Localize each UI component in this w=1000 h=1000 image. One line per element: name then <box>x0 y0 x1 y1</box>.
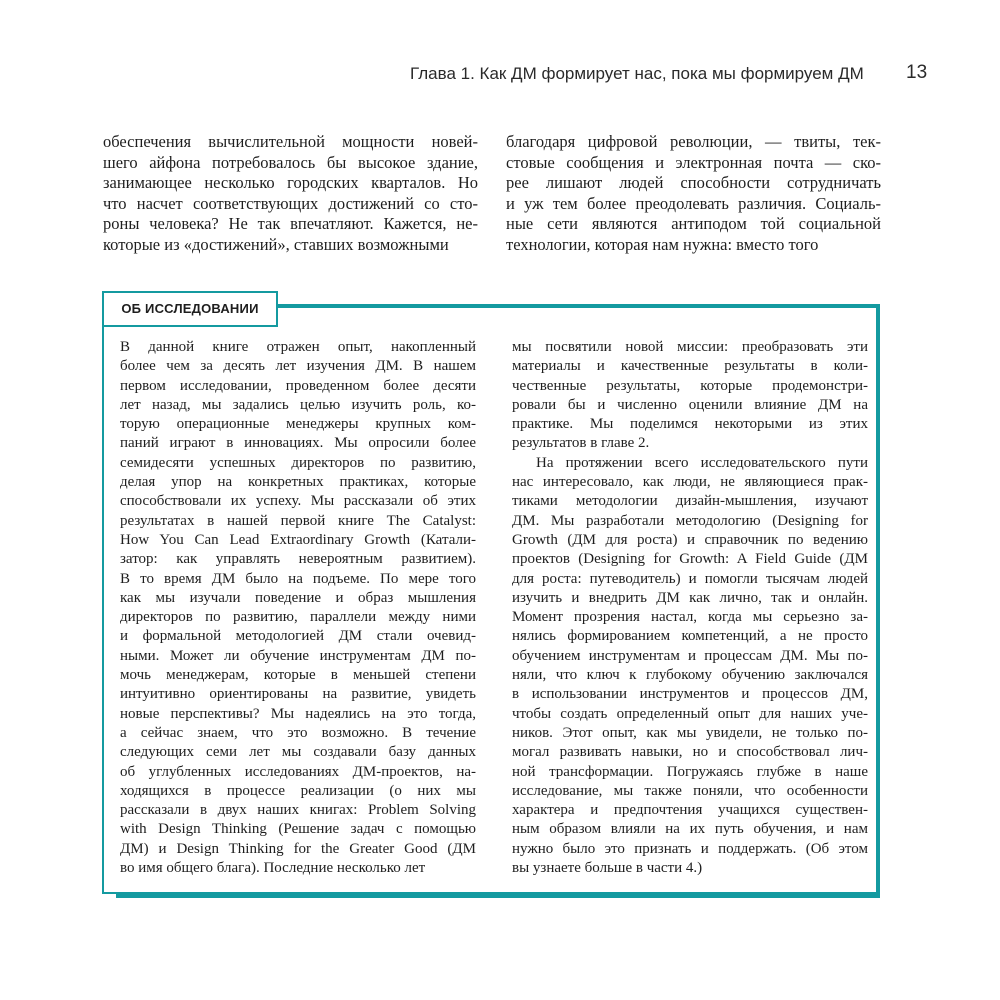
text-line: которые из «достижений», ставших возможными <box>103 234 449 254</box>
text-line: тиками методологии дизайн-мышления, изучают <box>512 493 868 510</box>
text-line: следующих семи лет мы создавали базу данных <box>120 744 476 761</box>
text-line: характера и предпочтения учащихся существен- <box>512 802 868 819</box>
text-line: интуитивно ориентированы на развитие, увидеть <box>120 686 476 703</box>
text-line: мочь менеджерам, которые в меньшей степени <box>120 667 476 684</box>
text-line: шего айфона потребовалось бы высокое здание, <box>103 152 478 172</box>
text-line: материалы и качественные результаты в коли- <box>512 358 868 375</box>
text-line: а сейчас знаем, что это возможно. В течение <box>120 724 476 741</box>
text-line: ным образом влияли на их путь обучения, и нам <box>512 821 868 838</box>
text-line: Момент прозрения настал, когда мы серьезно за- <box>512 609 868 626</box>
text-line: результатов в главе 2. <box>512 435 650 452</box>
text-line: ДМ) и Design Thinking for the Greater Good (ДМ <box>120 840 476 857</box>
text-line: Growth (ДМ для роста) и справочник по ведению <box>512 531 868 548</box>
text-line: мы посвятили новой миссии: преобразовать эти <box>512 339 868 355</box>
text-line: ные сети являются антиподом той социальной <box>506 214 881 233</box>
text-line: результатах в нашей первой книге The Catalyst: <box>120 512 476 529</box>
text-line: with Design Thinking (Решение задач с помощью <box>120 821 476 838</box>
sidebar-text-left-column <box>120 338 476 878</box>
text-line: лет назад, мы задались целью изучить роль, ко- <box>120 396 476 413</box>
text-line: торую операционные менеджеры крупных ком- <box>120 416 476 433</box>
text-line: исследование, мы также поняли, что особенности <box>512 782 868 799</box>
text-line: В то время ДМ было на подъеме. По мере того <box>120 570 476 587</box>
text-line: ными. Может ли обучение инструментам ДМ по- <box>120 647 476 664</box>
text-line: делая упор на конкретных практиках, которые <box>120 474 476 491</box>
text-line: обучением инструментам и процессам ДМ. Мы по- <box>512 647 868 664</box>
text-line: в использовании инструментов и процессов ДМ, <box>512 686 868 703</box>
text-line: нужно было это признать и поддержать. (Об этом <box>512 840 868 857</box>
text-line: и уж тем более преодолевать различия. Социаль- <box>506 193 881 213</box>
text-line: технологии, которая нам нужна: вместо того <box>506 234 819 254</box>
text-line: что насчет соответствующих достижений со сто- <box>103 193 478 213</box>
text-line: How You Can Lead Extraordinary Growth (Катали- <box>120 531 476 548</box>
text-line: проектов (Designing for Growth: A Field Guide (ДМ <box>512 551 868 568</box>
text-line: затор: как управлять невероятным развитием). <box>120 551 476 568</box>
text-line: как мы изучали поведение и образ мышления <box>120 589 476 606</box>
text-line: роны человека? Не так впечатляют. Кажется, не- <box>103 214 478 233</box>
main-text-right-column <box>506 132 881 255</box>
text-line: занимающее несколько городских кварталов. Но <box>103 173 478 192</box>
text-line: На протяжении всего исследовательского пути <box>536 454 868 471</box>
text-line: об углубленных исследованиях ДМ-проектов, на- <box>120 763 476 780</box>
text-line: директоров по развитию, параллели между ними <box>120 609 476 626</box>
text-line: во имя общего блага). Последние несколько лет <box>120 860 426 877</box>
text-line: чественные результаты, которые продемонстри- <box>512 377 868 394</box>
text-line: няли, что ключ к глубокому обучению заключался <box>512 667 868 684</box>
text-line: практике. Мы поделимся некоторыми из этих <box>512 416 868 433</box>
text-line: могал развивать навыки, но и способствовал лич- <box>512 744 868 761</box>
text-line: нас интересовало, как люди, не являющиеся прак- <box>512 474 868 491</box>
sidebar-text-right-column <box>512 338 868 878</box>
text-line: ной трансформации. Погружаясь глубже в наше <box>512 763 868 780</box>
text-line: ДМ. Мы разработали методологию (Designing for <box>512 512 868 529</box>
text-line: благодаря цифровой революции, — твиты, тек- <box>506 132 881 151</box>
running-head: Глава 1. Как ДМ формирует нас, пока мы формируем ДМ <box>410 64 864 83</box>
text-line: вы узнаете больше в части 4.) <box>512 860 703 877</box>
text-line: стовые сообщения и электронная почта — ско- <box>506 152 881 172</box>
text-line: и формальной методологией ДМ стали очевид- <box>120 628 476 645</box>
text-line: семидесяти успешных директоров по развитию, <box>120 454 476 471</box>
text-line: для роста: путеводитель) и помогли тысячам людей <box>512 570 868 587</box>
text-line: В данной книге отражен опыт, накопленный <box>120 339 476 355</box>
research-sidebar <box>102 301 878 894</box>
text-line: обеспечения вычислительной мощности новей- <box>103 132 478 151</box>
text-line: ровали бы и численно оценили влияние ДМ на <box>512 396 868 413</box>
text-line: первом исследовании, проведенном более десяти <box>120 377 476 394</box>
text-line: новые перспективы? Мы надеялись на это тогда, <box>120 705 476 722</box>
text-line: чтобы создать определенный опыт для наших уче- <box>512 705 868 722</box>
text-line: ников. Этот опыт, как мы увидели, не только по- <box>512 724 868 741</box>
text-line: рее лишают людей способности сотрудничать <box>506 173 881 192</box>
sidebar-title: ОБ ИССЛЕДОВАНИИ <box>102 291 278 327</box>
text-line: изучить и внедрить ДМ как лично, так и онлайн. <box>512 589 868 606</box>
text-line: рассказали в двух наших книгах: Problem Solving <box>120 802 476 819</box>
page-number: 13 <box>906 62 928 83</box>
text-line: паний играют в инновациях. Мы опросили более <box>120 435 476 452</box>
text-line: способствовали их успеху. Мы рассказали об этих <box>120 493 476 510</box>
text-line: нялись формированием компетенций, а не просто <box>512 628 868 645</box>
text-line: ходящихся в процессе реализации (о них мы <box>120 782 476 799</box>
main-text-left-column <box>103 132 478 255</box>
text-line: более чем за десять лет изучения ДМ. В нашем <box>120 358 476 375</box>
